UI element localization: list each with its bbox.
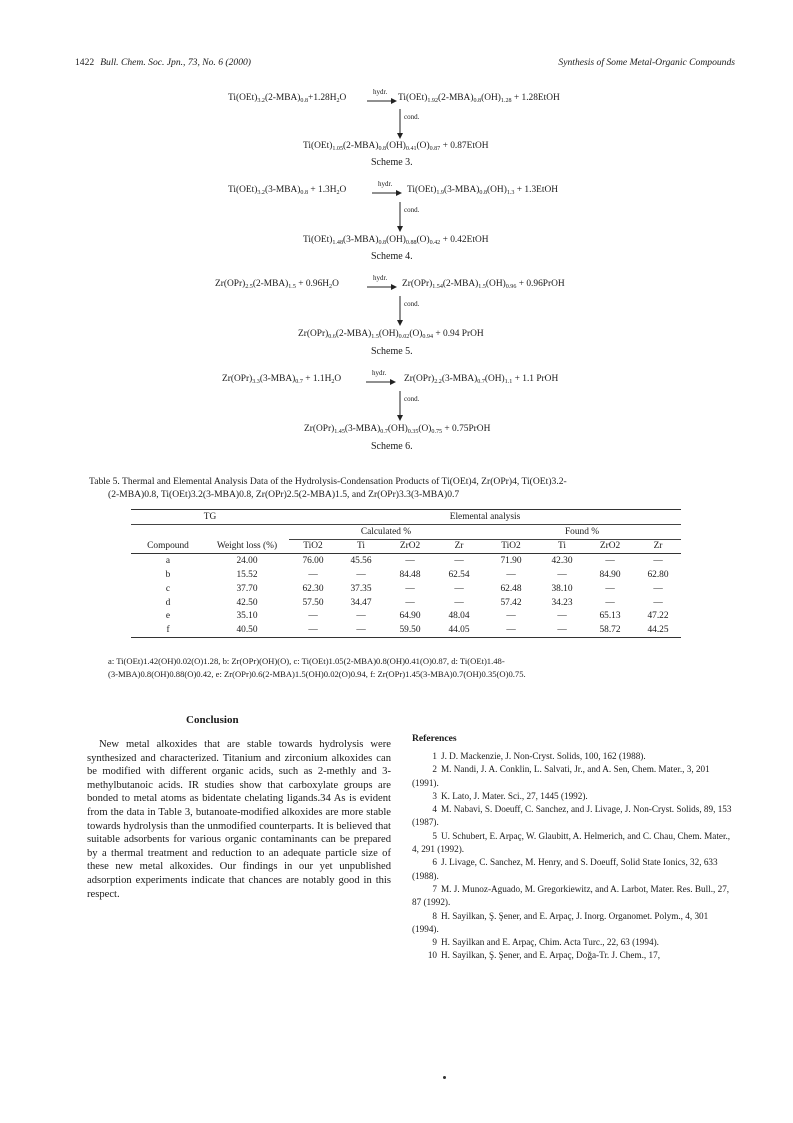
reference-number: 5 — [432, 830, 437, 841]
column-header-zro2: ZrO2 — [399, 541, 421, 552]
cell-found: 58.72 — [599, 625, 621, 636]
hydrolysis-arrow: hydr. — [372, 189, 402, 197]
scheme-4-label: Scheme 4. — [371, 251, 413, 262]
scheme-4-reactants: $Ti(OEt)_{3.2}(3-MBA)_{0.8} + 1.3H_2O$ — [228, 185, 347, 197]
cell-calculated: 57.50 — [302, 597, 324, 608]
reference-list — [412, 750, 736, 963]
scheme-6-reactants: $Zr(OPr)_{3.3}(3-MBA)_{0.7} + 1.1H_2O$ — [222, 374, 342, 386]
table-caption-line: Table 5. Thermal and Elemental Analysis Data of the Hydrolysis-Condensation Products of Ti(OEt)4, Zr(OPr)4, Ti(OEt)3.2- — [89, 476, 567, 487]
journal-citation: Bull. Chem. Soc. Jpn., 73, No. 6 (2000) — [100, 57, 252, 68]
cell-calculated: — — [454, 597, 464, 608]
table-caption-line: (2-MBA)0.8, Ti(OEt)3.2(3-MBA)0.8, Zr(OPr)2.5(2-MBA)1.5, and Zr(OPr)3.3(3-MBA)0.7 — [108, 488, 460, 500]
cell-compound: f — [166, 625, 170, 636]
conclusion-paragraph: New metal alkoxides that are stable towards hydrolysis were synthesized and characterized. Titanium and zirconium alkoxides can be modified with different organic acids, such as 2-methly and 3-methylbutanoic acids. IR studies show that carboxylate groups are bonded to metal atoms as bidentate chelating ligands.34 As is evident from the data in Table 3, butanoate-modified alkoxides are more stable towards hydrolysis than the unmodified counterparts. It is believed that suitable adsorbents for various organic contaminants can be prepared by a thermal treatment and reduction to an adequate particle size of these new metal alkoxides. Our findings in our yet unpublished adsorption experiments indicate that chances are notably good in this respect. — [87, 739, 391, 900]
reference-number: 8 — [432, 910, 437, 921]
cell-calculated: 45.56 — [350, 556, 372, 567]
cell-calculated: — — [405, 556, 415, 567]
cell-calculated: — — [454, 556, 464, 567]
scheme-6-products: $Zr(OPr)_{2.2}(3-MBA)_{0.7}(OH)_{1.1} + 1.1$ PrOH — [404, 374, 559, 386]
reference-text: J. D. Mackenzie, J. Non-Cryst. Solids, 100, 162 (1988). — [441, 751, 646, 761]
table-footnote — [108, 655, 738, 681]
hydrolysis-arrow: hydr. — [367, 97, 397, 105]
cell-calculated: — — [308, 570, 318, 581]
page-mark — [443, 1076, 446, 1079]
table-footnote-line: (3-MBA)0.8(OH)0.88(O)0.42, e: Zr(OPr)0.6(2-MBA)1.5(OH)0.02(O)0.94, f: Zr(OPr)1.45(3-MBA)0.7(OH)0.35(O)0.75. — [108, 669, 526, 679]
reference-text: K. Lato, J. Mater. Sci., 27, 1445 (1992). — [441, 790, 588, 801]
cell-calculated: — — [356, 625, 366, 636]
cell-calculated: — — [356, 611, 366, 622]
scheme-5-products: $Zr(OPr)_{1.54}(2-MBA)_{1.5}(OH)_{0.96}$ + 0.96PrOH — [402, 279, 565, 291]
hydrolysis-arrow: hydr. — [366, 378, 396, 386]
reference-item — [412, 856, 736, 883]
reference-item — [412, 790, 736, 803]
cell-found: 71.90 — [500, 556, 522, 567]
page-number: 1422 — [75, 57, 95, 68]
reference-item — [412, 750, 736, 763]
cell-found: — — [506, 625, 516, 636]
reference-item — [412, 883, 736, 910]
cell-found: — — [506, 611, 516, 622]
group-header-elemental: Elemental analysis — [289, 510, 681, 525]
cell-found: 34.23 — [551, 597, 573, 608]
reference-text: M. Nabavi, S. Doeuff, C. Sanchez, and J. Livage, J. Non-Cryst. Solids, 89, 153 (1987). — [412, 804, 732, 828]
reference-text: U. Schubert, E. Arpaç, W. Glaubitt, A. Helmerich, and C. Chau, Chem. Mater., 4, 291 (1992). — [412, 830, 731, 855]
reference-number: 6 — [432, 857, 437, 868]
cell-compound: d — [165, 597, 171, 608]
reference-number: 10 — [427, 950, 437, 961]
scheme-5-condensed-product: $Zr(OPr)_{0.6}(2-MBA)_{1.5}(OH)_{0.02}(O)_{0.94} + 0.94$ PrOH — [298, 329, 484, 341]
column-header-tio2: TiO2 — [501, 541, 521, 552]
reference-item — [412, 830, 736, 857]
reference-item — [412, 936, 736, 949]
reference-number: 3 — [432, 790, 437, 801]
cell-compound: a — [165, 556, 171, 567]
reference-text: H. Sayilkan, Ş. Şener, and E. Arpaç, J. Inorg. Organomet. Polym., 4, 301 (1994). — [412, 910, 709, 934]
cell-found: — — [605, 597, 615, 608]
cell-found: — — [557, 625, 567, 636]
cell-found: — — [605, 556, 615, 567]
scheme-3-condensed-product: $Ti(OEt)_{1.05}(2-MBA)_{0.8}(OH)_{0.41}(O)_{0.87}$ + 0.87EtOH — [303, 141, 489, 153]
cell-calculated: 37.35 — [350, 583, 372, 594]
reference-number: 7 — [432, 883, 437, 894]
cell-found: 38.10 — [551, 583, 573, 594]
cell-weight-loss: 15.52 — [236, 570, 258, 581]
cell-found: — — [605, 583, 615, 594]
cell-found: — — [557, 611, 567, 622]
condensation-arrow: cond. — [395, 296, 405, 329]
cell-calculated: — — [405, 597, 415, 608]
cell-compound: b — [165, 570, 171, 581]
column-header-tio2: TiO2 — [303, 541, 323, 552]
cell-calculated: — — [308, 611, 318, 622]
column-header-compound: Compound — [147, 541, 189, 552]
cell-weight-loss: 35.10 — [236, 611, 258, 622]
cell-calculated: 62.30 — [302, 583, 324, 594]
reference-item — [412, 803, 736, 830]
column-header-zr: Zr — [454, 541, 464, 552]
column-header-weight-loss: Weight loss (%) — [216, 541, 278, 552]
table-5-caption — [89, 476, 729, 501]
cell-calculated: — — [454, 583, 464, 594]
cell-calculated: 44.05 — [448, 625, 470, 636]
column-header-ti: Ti — [557, 541, 566, 552]
cell-calculated: 62.54 — [448, 570, 470, 581]
cell-weight-loss: 24.00 — [236, 556, 258, 567]
cell-calculated: 84.48 — [399, 570, 421, 581]
table-row — [131, 610, 681, 624]
scheme-3-label: Scheme 3. — [371, 157, 413, 168]
group-header-found: Found % — [483, 524, 681, 539]
cell-calculated: 48.04 — [448, 611, 470, 622]
scheme-6-condensed-product: $Zr(OPr)_{1.45}(3-MBA)_{0.7}(OH)_{0.35}(O)_{0.75}$ + 0.75PrOH — [304, 424, 491, 436]
cell-found: — — [653, 583, 663, 594]
scheme-4-products: $Ti(OEt)_{1.9}(3-MBA)_{0.8}(OH)_{1.3}$ + 1.3EtOH — [407, 185, 559, 197]
condensation-arrow: cond. — [395, 109, 405, 142]
references-heading: References — [412, 733, 457, 744]
reference-text: M. Nandi, J. A. Conklin, L. Salvati, Jr., and A. Sen, Chem. Mater., 3, 201 (1991). — [412, 764, 710, 788]
table-5 — [131, 509, 681, 638]
reference-number: 2 — [432, 764, 437, 775]
cell-compound: c — [165, 583, 171, 594]
cell-found: 62.80 — [647, 570, 669, 581]
cell-found: — — [557, 570, 567, 581]
scheme-6-label: Scheme 6. — [371, 441, 413, 452]
reference-item — [412, 949, 736, 962]
article-short-title: Synthesis of Some Metal-Organic Compounds — [558, 57, 735, 68]
reference-text: M. J. Munoz-Aguado, M. Gregorkiewitz, and A. Larbot, Mater. Res. Bull., 27, 87 (1992). — [412, 883, 730, 908]
cell-calculated: — — [405, 583, 415, 594]
scheme-3-reactants: $Ti(OEt)_{3.2}(2-MBA)_{0.8}+1.28H_2O$ — [228, 93, 347, 105]
running-header — [75, 57, 735, 68]
hydrolysis-arrow: hydr. — [367, 283, 397, 291]
group-header-tg: TG — [131, 510, 289, 525]
cell-compound: e — [165, 611, 171, 622]
table-footnote-line: a: Ti(OEt)1.42(OH)0.02(O)1.28, b: Zr(OPr)(OH)(O), c: Ti(OEt)1.05(2-MBA)0.8(OH)0.41(O)0.87, d: Ti(OEt)1.48- — [108, 656, 505, 666]
scheme-5-reactants: $Zr(OPr)_{2.5}(2-MBA)_{1.5} + 0.96H_2O$ — [215, 279, 339, 291]
cell-found: 44.25 — [647, 625, 669, 636]
cell-found: — — [653, 556, 663, 567]
table-row — [131, 623, 681, 637]
reference-number: 1 — [432, 751, 437, 761]
scheme-3-products: $Ti(OEt)_{1.92}(2-MBA)_{0.8}(OH)_{1.28}$ + 1.28EtOH — [398, 93, 560, 105]
reference-text: H. Sayilkan, Ş. Şener, and E. Arpaç, Doğa-Tr. J. Chem., 17, — [441, 950, 661, 961]
cell-found: 62.48 — [500, 583, 522, 594]
group-header-calculated: Calculated % — [289, 524, 483, 539]
scheme-5-label: Scheme 5. — [371, 346, 413, 357]
table-row — [131, 554, 681, 568]
cell-weight-loss: 40.50 — [236, 625, 258, 636]
cell-found: 47.22 — [647, 611, 669, 622]
table-row — [131, 582, 681, 596]
table-row — [131, 596, 681, 610]
reference-item — [412, 763, 736, 790]
cell-calculated: — — [356, 570, 366, 581]
column-header-ti: Ti — [356, 541, 365, 552]
cell-calculated: — — [308, 625, 318, 636]
conclusion-heading: Conclusion — [186, 714, 239, 726]
cell-calculated: 64.90 — [399, 611, 421, 622]
reference-text: H. Sayilkan and E. Arpaç, Chim. Acta Turc., 22, 63 (1994). — [441, 937, 659, 948]
condensation-arrow: cond. — [395, 202, 405, 235]
cell-weight-loss: 37.70 — [236, 583, 258, 594]
cell-calculated: 59.50 — [399, 625, 421, 636]
table-row — [131, 568, 681, 582]
scheme-4-condensed-product: $Ti(OEt)_{1.48}(3-MBA)_{0.8}(OH)_{0.88}(O)_{0.42}$ + 0.42EtOH — [303, 235, 489, 247]
column-header-zr: Zr — [653, 541, 663, 552]
cell-found: 42.30 — [551, 556, 573, 567]
cell-calculated: 34.47 — [350, 597, 372, 608]
cell-weight-loss: 42.50 — [236, 597, 258, 608]
reference-number: 9 — [432, 937, 437, 948]
reference-item — [412, 910, 736, 937]
cell-found: 57.42 — [500, 597, 522, 608]
cell-found: 65.13 — [599, 611, 621, 622]
condensation-arrow: cond. — [395, 391, 405, 424]
cell-found: — — [653, 597, 663, 608]
cell-found: — — [506, 570, 516, 581]
cell-calculated: 76.00 — [302, 556, 324, 567]
reference-number: 4 — [432, 804, 437, 815]
reference-text: J. Livage, C. Sanchez, M. Henry, and S. Doeuff, Solid State Ionics, 32, 633 (1988). — [412, 857, 718, 881]
cell-found: 84.90 — [599, 570, 621, 581]
column-header-zro2: ZrO2 — [599, 541, 621, 552]
